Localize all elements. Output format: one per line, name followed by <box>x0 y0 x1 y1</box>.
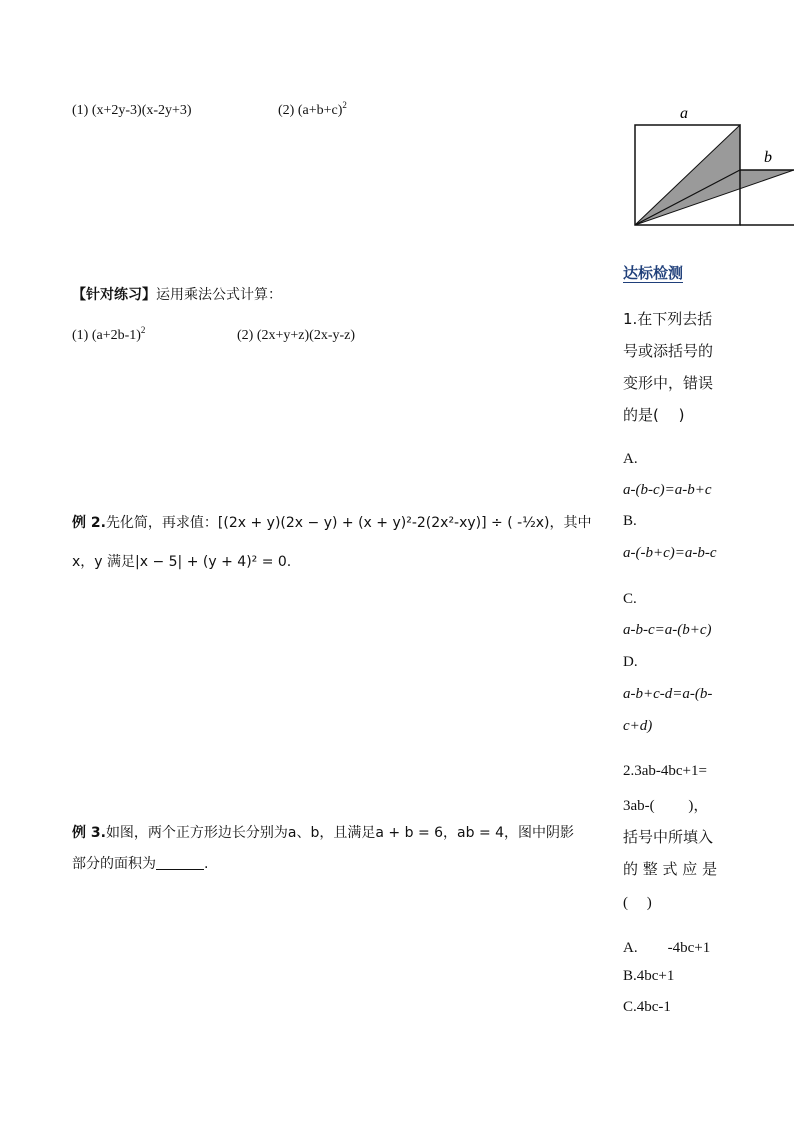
shaded-triangle-large <box>635 125 740 225</box>
q2-line-2: 3ab-( )， <box>623 798 709 814</box>
practice-text: 运用乘法公式计算： <box>156 287 282 303</box>
problem-2-base: (2) (a+b+c) <box>278 103 343 118</box>
q1-option-a-letter[interactable]: A. <box>623 451 638 467</box>
label-a: a <box>680 105 688 122</box>
section-title <box>623 262 683 283</box>
example-2-line-1 <box>72 512 592 532</box>
answer-blank[interactable] <box>156 855 204 870</box>
example-3-text-1: 如图，两个正方形边长分别为a、b，且满足a + b = 6，ab = 4，图中阴影 <box>105 825 575 841</box>
q1-line-2: 号或添括号的 <box>623 342 714 360</box>
problem-1: (1) (x+2y-3)(x-2y+3) <box>72 103 192 118</box>
label-b: b <box>764 149 772 166</box>
q1-option-d-letter[interactable]: D. <box>623 654 638 670</box>
q2-line-5: ( ) <box>623 895 652 911</box>
example-3-line-1 <box>72 822 574 842</box>
q1-line-3: 变形中，错误 <box>623 374 714 392</box>
example-3-text-2: 部分的面积为 <box>72 856 156 872</box>
practice-problem-1-base: (1) (a+2b-1) <box>72 328 141 343</box>
squares-figure <box>630 100 794 230</box>
q2-line-1: 2.3ab-4bc+1= <box>623 763 707 779</box>
practice-heading <box>72 284 282 304</box>
practice-tag: 【针对练习】 <box>72 287 156 303</box>
q2-line-3: 括号中所填入 <box>623 828 714 846</box>
practice-problem-2: (2) (2x+y+z)(2x-y-z) <box>237 328 356 343</box>
q2-option-b[interactable]: B.4bc+1 <box>623 968 675 984</box>
q2-option-c[interactable]: C.4bc-1 <box>623 999 671 1015</box>
q1-option-c-letter[interactable]: C. <box>623 591 637 607</box>
q1-option-b-expr: a-(-b+c)=a-b-c <box>623 545 717 561</box>
q1-option-b-letter[interactable]: B. <box>623 513 637 529</box>
q1-line-4: 的是( ) <box>623 406 685 424</box>
q1-option-d-expr-1: a-b+c-d=a-(b- <box>623 686 713 702</box>
example-2-line-2: x，y 满足|x − 5| + (y + 4)² = 0. <box>72 554 292 570</box>
q2-line-4: 的 整 式 应 是 <box>623 860 718 878</box>
problem-2-exponent: 2 <box>342 100 347 110</box>
example-3-period: . <box>204 856 209 872</box>
q1-option-d-expr-2: c+d) <box>623 718 653 734</box>
practice-problem-1-exponent: 2 <box>140 325 146 335</box>
section-title-text: 达标检测 <box>623 264 684 282</box>
problem-2 <box>278 100 347 119</box>
practice-problem-1 <box>72 325 146 344</box>
q2-option-a[interactable]: A. -4bc+1 <box>623 940 711 956</box>
example-2-text-1: 先化简，再求值：[(2x + y)(2x − y) + (x + y)²-2(2x²-xy)] ÷ ( -½x)，其中 <box>105 515 592 531</box>
example-3-label: 例 3. <box>72 825 106 841</box>
q1-option-c-expr: a-b-c=a-(b+c) <box>623 622 712 638</box>
q1-option-a-expr: a-(b-c)=a-b+c <box>623 482 712 498</box>
example-3-line-2 <box>72 853 208 873</box>
example-2-label: 例 2. <box>72 515 106 531</box>
q1-line-1: 1.在下列去括 <box>623 310 713 328</box>
